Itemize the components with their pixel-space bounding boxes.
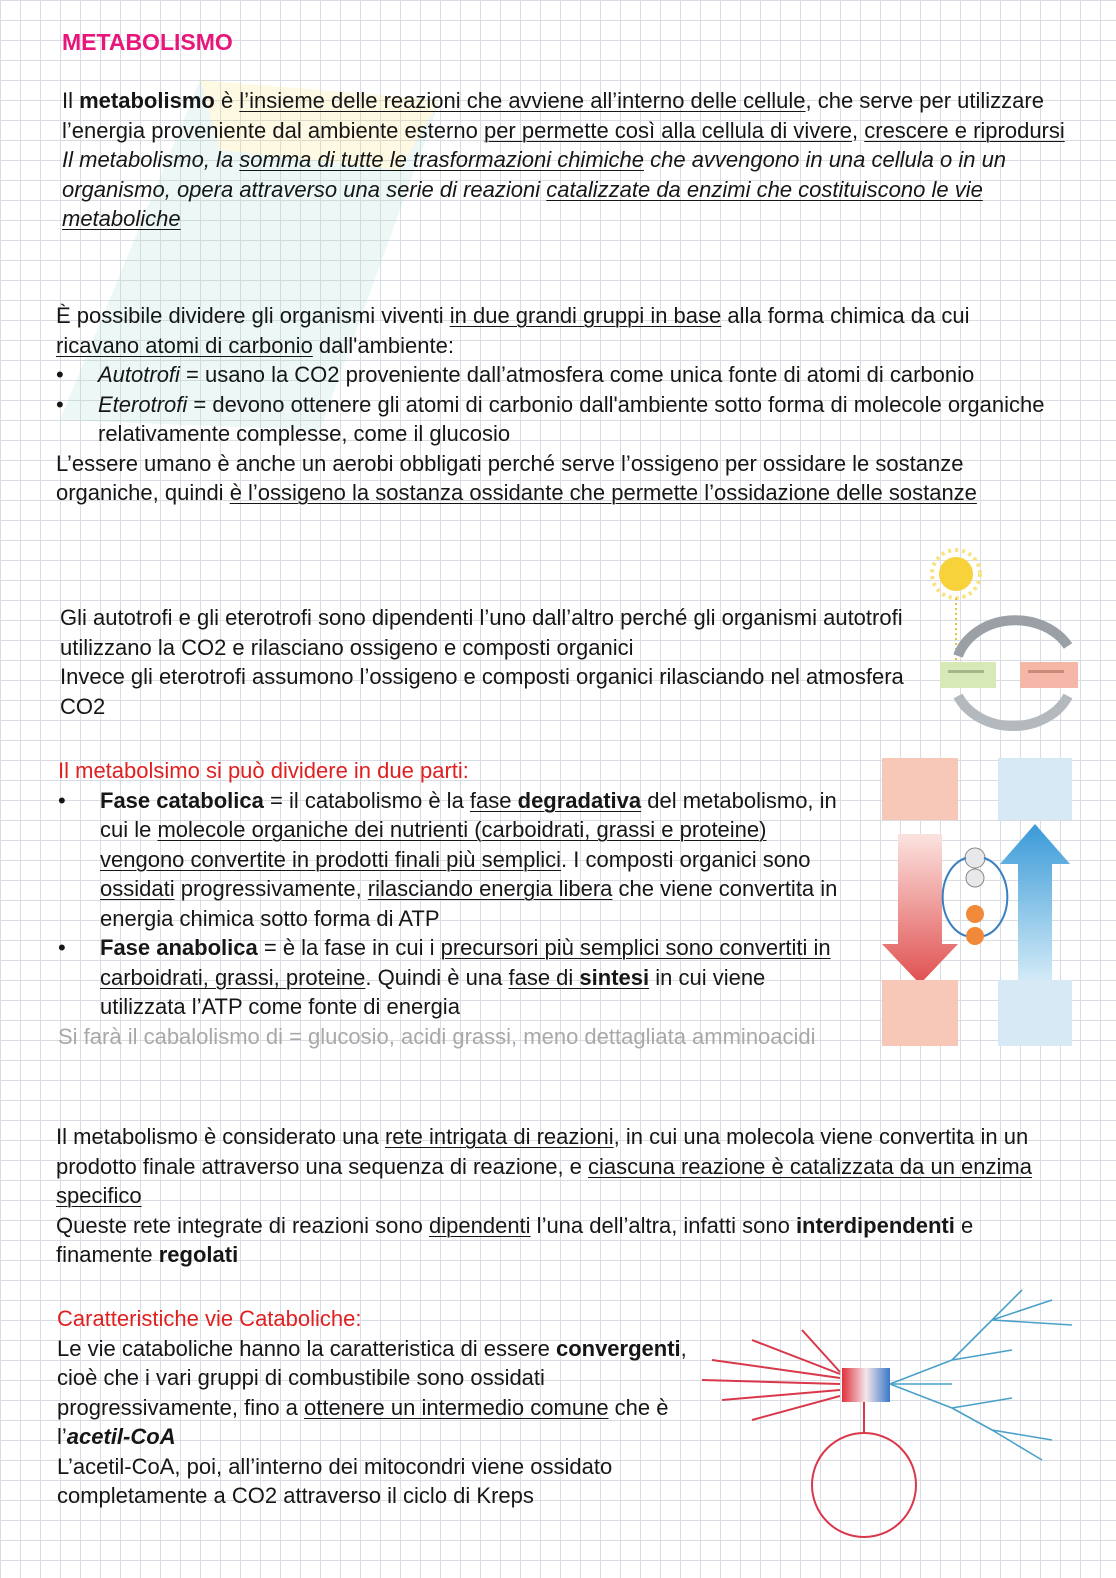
definition-paragraph-italic: Il metabolismo, la somma di tutte le trasformazioni chimiche che avvengono in una cellula o in un organismo, opera attraverso una serie di reazioni catalizzate da enzimi che costituiscono le vie metaboliche	[62, 147, 1007, 231]
definition-paragraph: Il metabolismo è l’insieme delle reazioni che avviene all’interno delle cellule, che serve per utilizzare l’energia proveniente dal ambiente esterno per permette così alla cellula di vivere, crescere e riprodursi	[62, 88, 1065, 143]
pathways-figure	[692, 1280, 1086, 1550]
list-item-catabolica: • Fase catabolica = il catabolismo è la fase degradativa del metabolismo, in cui le molecole organiche dei nutrienti (carboidrati, grassi e proteine) vengono convertite in prodotti finali più semplici. I composti organici sono ossidati progressivamente, rilasciando energia libera che viene convertita in energia chimica sotto forma di ATP	[58, 786, 853, 934]
term-metabolismo: metabolismo	[79, 88, 215, 113]
page-title: METABOLISMO	[62, 29, 233, 55]
interdependence-paragraph-2: Invece gli eterotrofi assumono l’ossigeno e composti organici rilasciando nel atmosfera CO2	[60, 664, 904, 719]
section-definition	[62, 86, 1082, 234]
groups-list	[56, 360, 1056, 449]
list-item-autotrofi: • Autotrofi = usano la CO2 proveniente dall’atmosfera come unica fonte di atomi di carbonio	[56, 360, 1056, 390]
interdependence-paragraph-1: Gli autotrofi e gli eterotrofi sono dipendenti l’uno dall’altro perché gli organismi autotrofi utilizzano la CO2 e rilasciano ossigeno e composti organici	[60, 605, 903, 660]
aerobic-paragraph: L’essere umano è anche un aerobi obbligati perché serve l’ossigeno per ossidare le sostanze organiche, quindi è l’ossigeno la sostanza ossidante che permette l’ossidazione delle sostanze	[56, 450, 977, 505]
network-paragraph-1: Il metabolismo è considerato una rete intrigata di reazioni, in cui una molecola viene convertita in un prodotto finale attraverso una sequenza di reazione, e ciascuna reazione è catalizzata da un enzima specifico	[56, 1124, 1032, 1208]
krebs-cycle	[812, 1433, 916, 1537]
section-network	[56, 1122, 1066, 1270]
parts-heading: Il metabolsimo si può dividere in due parti:	[58, 758, 469, 783]
list-item-anabolica: • Fase anabolica = è la fase in cui i precursori più semplici sono convertiti in carboidrati, grassi, proteine. Quindi è una fase di sintesi in cui viene utilizzata l’ATP come fonte di energia	[58, 933, 853, 1022]
parts-note: Si farà il cabalolismo di = glucosio, acidi grassi, meno dettagliata amminoacidi	[58, 1023, 816, 1049]
section-catabolic-pathways	[57, 1304, 689, 1511]
sun-icon	[939, 557, 973, 591]
section-metabolism-parts	[58, 756, 853, 1051]
catabolic-paragraph-2: L’acetil-CoA, poi, all’interno dei mitocondri viene ossidato completamente a CO2 attraverso il ciclo di Kreps	[57, 1453, 613, 1508]
anabolism-arrow	[1000, 824, 1070, 984]
network-paragraph-2: Queste rete integrate di reazioni sono dipendenti l’una dell’altra, infatti sono interdipendenti e finamente regolati	[56, 1212, 974, 1267]
catabolism-anabolism-figure	[880, 754, 1076, 1050]
acetyl-coa-hub	[842, 1368, 890, 1402]
groups-intro: È possibile dividere gli organismi viventi in due grandi gruppi in base alla forma chimica da cui ricavano atomi di carbonio dall'ambiente:	[56, 303, 970, 358]
catabolic-heading: Caratteristiche vie Cataboliche:	[57, 1306, 362, 1331]
carbon-cycle-figure	[928, 546, 1088, 732]
section-organism-groups	[56, 301, 1056, 508]
catabolism-arrow	[882, 834, 958, 984]
list-item-eterotrofi: • Eterotrofi = devono ottenere gli atomi di carbonio dall'ambiente sotto forma di molecole organiche relativamente complesse, come il glucosio	[56, 390, 1056, 449]
catabolic-paragraph-1: Le vie cataboliche hanno la caratteristica di essere convergenti, cioè che i vari gruppi di combustibile sono ossidati progressivamente, fino a ottenere un intermedio comune che è l’acetil-CoA	[57, 1335, 687, 1449]
section-interdependence	[60, 603, 920, 721]
parts-list	[58, 786, 853, 1022]
